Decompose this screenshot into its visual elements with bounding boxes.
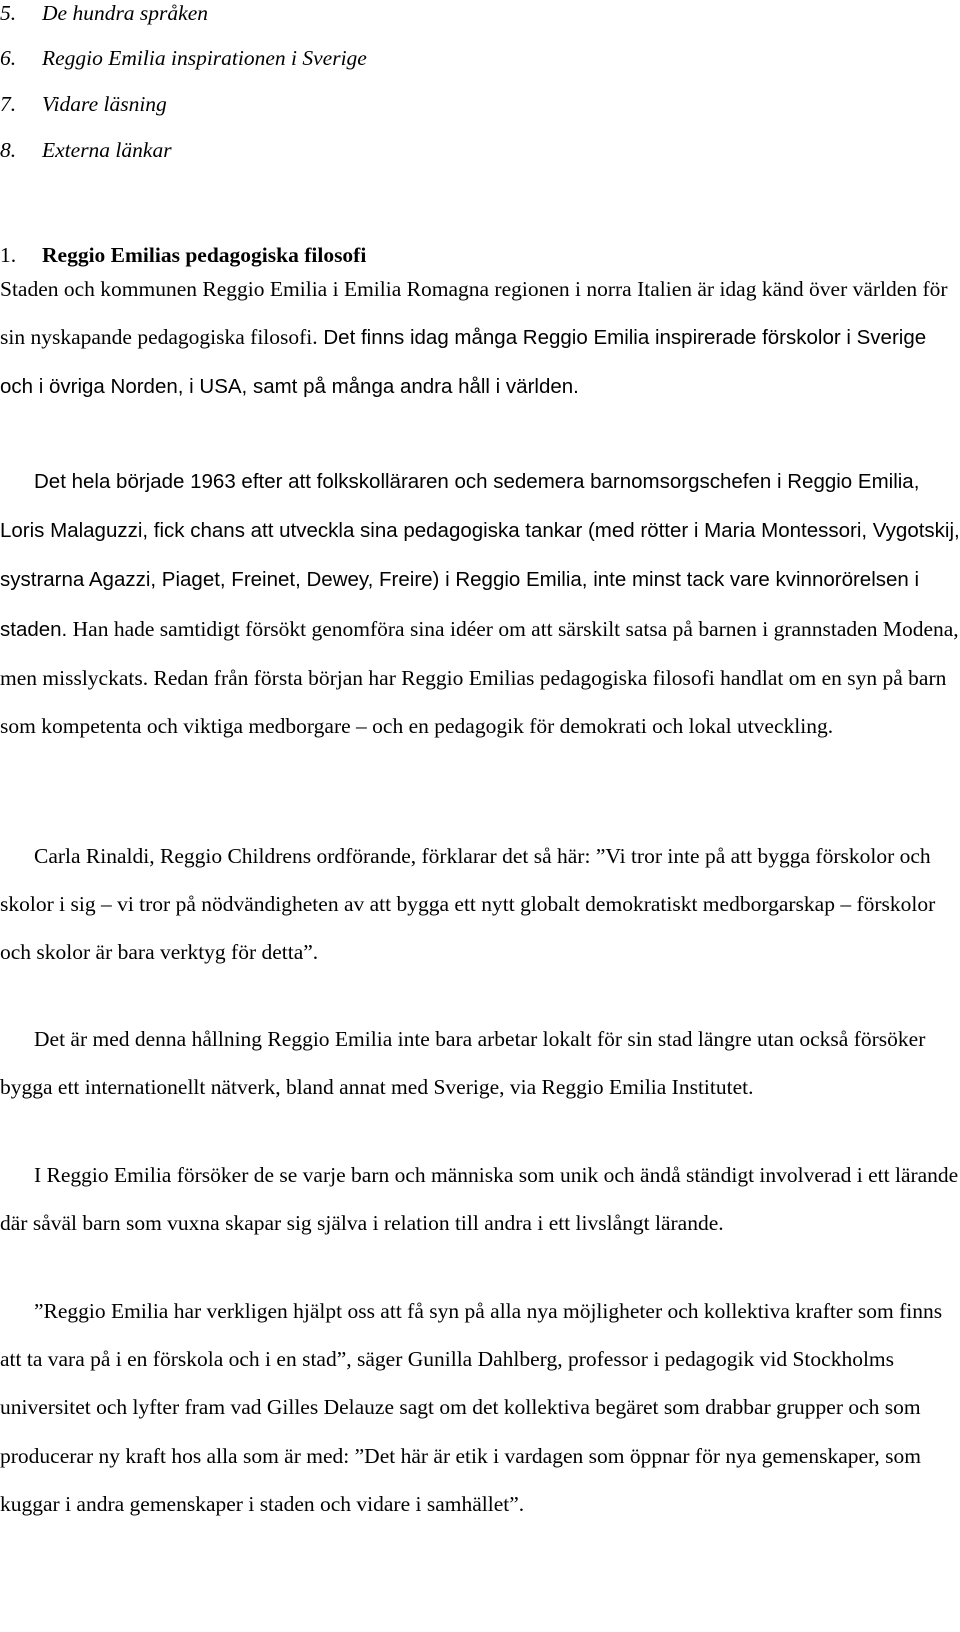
paragraph-quote-dahlberg: [0, 1287, 960, 1528]
paragraph-network: [0, 1015, 960, 1111]
toc-label: Vidare läsning: [42, 92, 167, 116]
paragraph-text: Han hade samtidigt försökt genomföra sina idéer om att särskilt satsa på barnen i grannstaden Modena, men misslyckats.: [0, 616, 959, 690]
toc-number: 6.: [0, 46, 17, 70]
paragraph-text: I Reggio Emilia försöker de se varje barn och människa som unik och ändå ständigt involverad i ett lärande där såväl barn som vuxna skapar sig själva i relation till andra i ett livslångt lärande.: [0, 1163, 959, 1236]
paragraph-text: ”Reggio Emilia har verkligen hjälpt oss att få syn på alla nya möjligheter och kollektiva krafter som finns att ta vara på i en förskola och i en stad”, säger Gunilla Dahlberg, professor i pedagogik vid Stockholms universitet och lyfter fram vad Gilles Delauze sagt om det kollektiva begäret som drabbar grupper och som producerar ny kraft hos alla som är med: ”Det här är etik i vardagen som öppnar för nya gemenskaper, som kuggar i andra gemenskaper i staden och vidare i samhället”.: [0, 1299, 943, 1516]
paragraph-text: Staden och kommunen Reggio Emilia i Emilia Romagna regionen i norra Italien är idag känd över världen för sin nyskapande pedagogiska filosofi.: [0, 277, 948, 350]
toc-number: 5.: [0, 1, 17, 25]
toc-label: Externa länkar: [42, 138, 172, 162]
paragraph-intro: [0, 265, 960, 412]
paragraph-text: Det är med denna hållning Reggio Emilia inte bara arbetar lokalt för sin stad längre utan också försöker bygga ett internationellt nätverk, bland annat med Sverige, via Reggio Emilia Institutet.: [0, 1027, 926, 1100]
paragraph-text: Redan från första början har Reggio Emilias pedagogiska filosofi handlat om en syn på barn som kompetenta och viktiga medborgare – och en pedagogik för demokrati och lokal utveckling.: [0, 665, 947, 739]
section-number: 1.: [0, 243, 17, 267]
toc-item[interactable]: [0, 45, 367, 71]
toc-label: Reggio Emilia inspirationen i Sverige: [42, 46, 367, 70]
section-title: Reggio Emilias pedagogiska filosofi: [42, 243, 367, 267]
toc-number: 7.: [0, 92, 17, 116]
paragraph-text-sans: Det hela började 1963 efter att folkskolläraren och sedemera barnomsorgschefen i Reggio Emilia, Loris Malaguzzi, fick chans att utveckla sina pedagogiska tankar (med rötter i Maria Montessori, Vygotskij, systrarna Agazzi, Piaget, Freinet, Dewey, Freire) i Reggio Emilia, inte minst tack vare kvinnorörelsen i staden.: [0, 470, 960, 641]
toc-label: De hundra språken: [42, 1, 209, 25]
paragraph-history: [0, 457, 960, 750]
toc-item[interactable]: [0, 137, 172, 163]
paragraph-quote-rinaldi: [0, 832, 960, 977]
toc-number: 8.: [0, 138, 17, 162]
toc-item[interactable]: [0, 91, 167, 117]
paragraph-learning: [0, 1151, 960, 1247]
paragraph-text: Carla Rinaldi, Reggio Childrens ordförande, förklarar det så här: ”Vi tror inte på att bygga förskolor och skolor i sig – vi tror på nödvändigheten av att bygga ett nytt globalt demokratiskt medborgarskap – förskolor och skolor är bara verktyg för detta”.: [0, 844, 936, 965]
toc-item[interactable]: [0, 0, 208, 26]
paragraph-text-sans: Det finns idag många Reggio Emilia inspirerade förskolor i Sverige och i övriga Norden, i USA, samt på många andra håll i världen.: [0, 326, 927, 399]
